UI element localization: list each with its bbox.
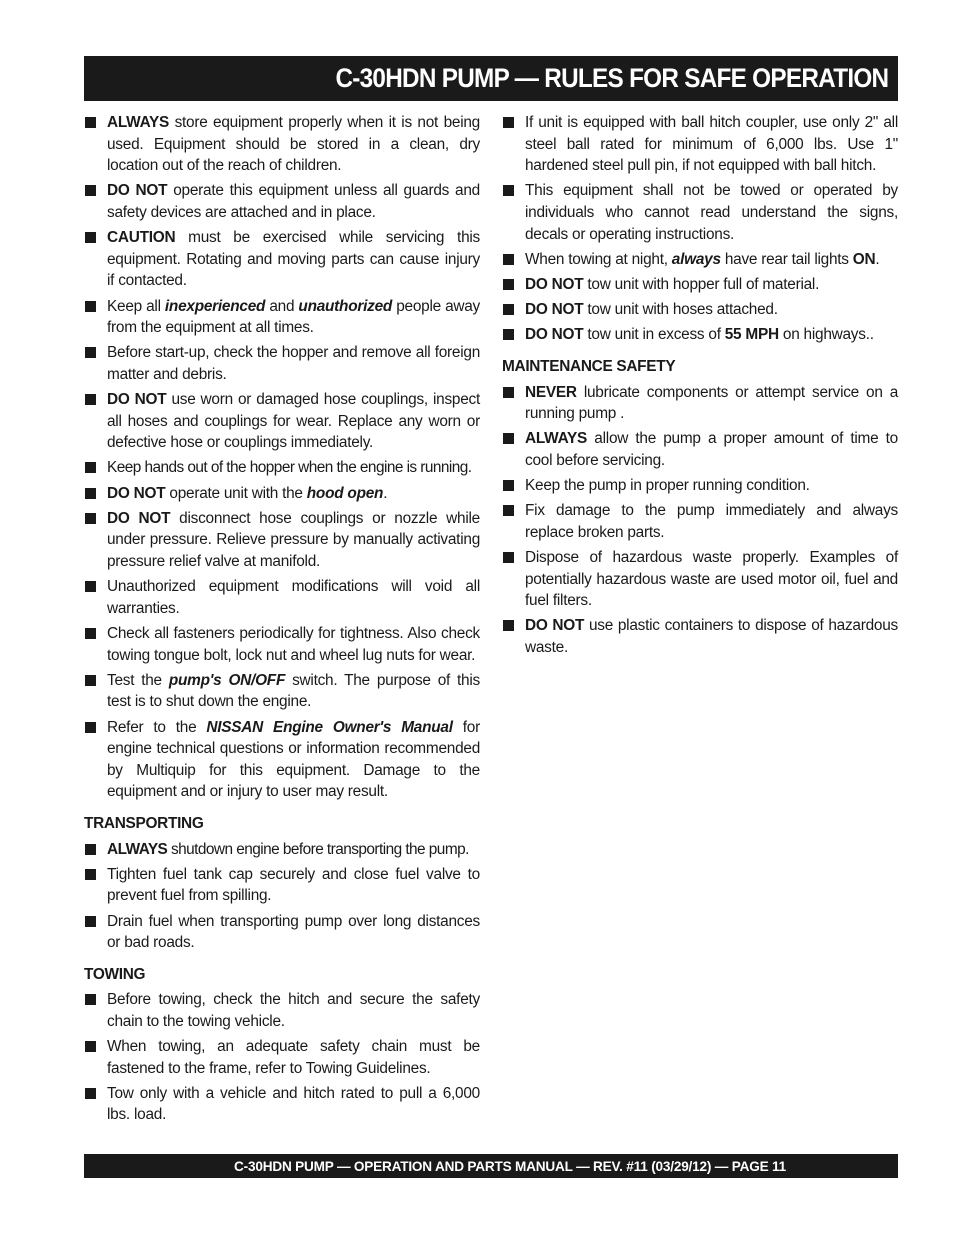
square-bullet-icon bbox=[503, 480, 514, 491]
item-text: tow unit in excess of bbox=[583, 326, 725, 344]
list-item bbox=[84, 457, 480, 479]
page-title-bar bbox=[84, 56, 898, 101]
item-text: Tighten fuel tank cap securely and close fuel valve to prevent fuel from spilling. bbox=[107, 865, 480, 905]
item-text: allow the pump a proper amount of time to cool before servicing. bbox=[525, 430, 898, 469]
list-item bbox=[502, 180, 898, 245]
list-item bbox=[502, 428, 898, 471]
item-text: disconnect hose couplings or nozzle while under pressure. Relieve pressure by manually activating pressure relief valve at manifold. bbox=[107, 509, 480, 571]
item-text: Unauthorized equipment modifications will void all warranties. bbox=[107, 578, 480, 617]
emphasis-text: CAUTION bbox=[107, 229, 176, 247]
list-item bbox=[84, 717, 480, 803]
square-bullet-icon bbox=[85, 117, 96, 128]
item-text: store equipment properly when it is not being used. Equipment should be stored in a clean, dry location out of the reach of children. bbox=[107, 114, 480, 175]
emphasis-text: NISSAN Engine Owner's Manual bbox=[206, 718, 453, 736]
emphasis-text: DO NOT bbox=[525, 326, 584, 344]
list-item bbox=[84, 112, 480, 177]
list-item bbox=[502, 547, 898, 612]
item-text: Dispose of hazardous waste properly. Examples of potentially hazardous waste are used motor oil, fuel and fuel filters. bbox=[525, 549, 898, 610]
square-bullet-icon bbox=[85, 994, 96, 1005]
item-text: operate this equipment unless all guards and safety devices are attached and in place. bbox=[107, 182, 480, 221]
list-item bbox=[502, 500, 898, 543]
item-text: must be exercised while servicing this equipment. Rotating and moving parts can cause injury if contacted. bbox=[107, 229, 480, 290]
item-text: operate unit with the bbox=[165, 484, 307, 502]
square-bullet-icon bbox=[85, 185, 96, 196]
section-heading-towing: TOWING bbox=[84, 965, 146, 983]
item-text: Check all fasteners periodically for tightness. Also check towing tongue bolt, lock nut and wheel lug nuts for wear. bbox=[107, 625, 480, 664]
item-text: on highways.. bbox=[778, 326, 874, 344]
square-bullet-icon bbox=[503, 552, 514, 563]
list-item bbox=[84, 839, 480, 861]
emphasis-text: NEVER bbox=[525, 383, 577, 401]
emphasis-text: always bbox=[671, 250, 721, 268]
emphasis-text: DO NOT bbox=[107, 484, 166, 502]
list-item bbox=[84, 911, 480, 954]
item-text: Test the bbox=[107, 671, 169, 689]
square-bullet-icon bbox=[85, 581, 96, 592]
emphasis-text: unauthorized bbox=[298, 297, 393, 315]
item-text: If unit is equipped with ball hitch coupler, use only 2" all steel ball rated for minimum of 6,000 lbs. Use 1" hardened steel pull pin, if not equipped with ball hitch. bbox=[525, 114, 898, 175]
emphasis-text: ALWAYS bbox=[525, 430, 588, 448]
item-text: have rear tail lights bbox=[720, 250, 853, 268]
emphasis-text: DO NOT bbox=[107, 182, 168, 200]
emphasis-text: DO NOT bbox=[107, 391, 167, 409]
square-bullet-icon bbox=[85, 722, 96, 733]
list-item bbox=[84, 1036, 480, 1079]
list-item bbox=[84, 180, 480, 223]
emphasis-text: DO NOT bbox=[525, 617, 585, 635]
list-item bbox=[502, 615, 898, 658]
section-heading-maintenance: MAINTENANCE SAFETY bbox=[502, 357, 676, 375]
square-bullet-icon bbox=[503, 254, 514, 265]
list-item bbox=[84, 989, 480, 1032]
item-text: people away from the equipment at all times. bbox=[107, 297, 481, 337]
item-text: Fix damage to the pump immediately and always replace broken parts. bbox=[525, 502, 898, 541]
item-text: Before start-up, check the hopper and remove all foreign matter and debris. bbox=[107, 344, 480, 383]
list-item bbox=[502, 382, 898, 425]
item-text: Keep hands out of the hopper when the engine is running. bbox=[107, 459, 472, 477]
item-text: Refer to the bbox=[107, 718, 207, 736]
square-bullet-icon bbox=[85, 232, 96, 243]
square-bullet-icon bbox=[503, 329, 514, 340]
square-bullet-icon bbox=[85, 394, 96, 405]
square-bullet-icon bbox=[503, 304, 514, 315]
list-item bbox=[84, 227, 480, 292]
list-item bbox=[84, 389, 480, 454]
square-bullet-icon bbox=[85, 513, 96, 524]
list-item bbox=[84, 670, 480, 713]
emphasis-text: ALWAYS bbox=[107, 114, 170, 131]
square-bullet-icon bbox=[503, 387, 514, 398]
square-bullet-icon bbox=[85, 628, 96, 639]
square-bullet-icon bbox=[503, 505, 514, 516]
square-bullet-icon bbox=[85, 869, 96, 880]
item-text: Tow only with a vehicle and hitch rated to pull a 6,000 lbs. load. bbox=[107, 1084, 480, 1124]
list-item bbox=[84, 1083, 480, 1126]
list-item bbox=[84, 342, 480, 385]
emphasis-text: ON bbox=[852, 250, 876, 268]
emphasis-text: DO NOT bbox=[107, 509, 171, 527]
square-bullet-icon bbox=[503, 185, 514, 196]
list-item bbox=[502, 475, 898, 497]
item-text: . bbox=[383, 484, 388, 502]
list-item bbox=[84, 508, 480, 573]
list-item bbox=[502, 112, 898, 177]
square-bullet-icon bbox=[85, 916, 96, 927]
emphasis-text: ALWAYS bbox=[107, 840, 168, 858]
emphasis-text: pump's ON/OFF bbox=[168, 671, 286, 689]
item-text: When towing, an adequate safety chain must be fastened to the frame, refer to Towing Guidelines. bbox=[107, 1038, 480, 1077]
page-title: C-30HDN PUMP — RULES FOR SAFE OPERATION bbox=[335, 63, 888, 93]
item-text: Keep the pump in proper running condition. bbox=[525, 477, 810, 495]
square-bullet-icon bbox=[85, 301, 96, 312]
item-text: This equipment shall not be towed or operated by individuals who cannot read understand the signs, decals or operating instructions. bbox=[525, 182, 898, 243]
item-text: . bbox=[875, 250, 880, 268]
item-text: switch. The purpose of this test is to shut down the engine. bbox=[107, 671, 480, 711]
list-item bbox=[502, 274, 898, 296]
list-item bbox=[502, 299, 898, 321]
item-text: tow unit with hopper full of material. bbox=[583, 275, 820, 293]
list-item bbox=[502, 249, 898, 271]
square-bullet-icon bbox=[85, 1041, 96, 1052]
item-text: for engine technical questions or information recommended by Multiquip for this equipment. Damage to the equipment and or injury to user may result. bbox=[107, 718, 480, 801]
item-text: When towing at night, bbox=[525, 250, 672, 268]
page-footer: C-30HDN PUMP — OPERATION AND PARTS MANUAL — REV. #11 (03/29/12) — PAGE 11 bbox=[234, 1158, 786, 1174]
emphasis-text: 55 MPH bbox=[724, 326, 779, 344]
square-bullet-icon bbox=[503, 279, 514, 290]
item-text: tow unit with hoses attached. bbox=[583, 301, 778, 319]
list-item bbox=[84, 623, 480, 666]
list-item bbox=[84, 296, 480, 339]
square-bullet-icon bbox=[85, 462, 96, 473]
square-bullet-icon bbox=[85, 347, 96, 358]
item-text: use plastic containers to dispose of hazardous waste. bbox=[525, 617, 898, 656]
emphasis-text: DO NOT bbox=[525, 275, 584, 293]
square-bullet-icon bbox=[85, 675, 96, 686]
list-item bbox=[84, 483, 480, 505]
square-bullet-icon bbox=[85, 488, 96, 499]
page-footer-bar bbox=[84, 1154, 898, 1178]
right-column bbox=[502, 112, 898, 662]
item-text: use worn or damaged hose couplings, inspect all hoses and couplings for wear. Replace any worn or defective hose or couplings immediately. bbox=[107, 391, 480, 452]
square-bullet-icon bbox=[85, 844, 96, 855]
list-item bbox=[84, 864, 480, 907]
item-text: Keep all bbox=[107, 297, 165, 315]
emphasis-text: inexperienced bbox=[164, 297, 266, 315]
item-text: shutdown engine before transporting the pump. bbox=[167, 840, 469, 858]
square-bullet-icon bbox=[85, 1088, 96, 1099]
list-item bbox=[502, 324, 898, 346]
item-text: lubricate components or attempt service on a running pump . bbox=[525, 383, 898, 423]
square-bullet-icon bbox=[503, 117, 514, 128]
item-text: and bbox=[265, 297, 299, 315]
item-text: Drain fuel when transporting pump over long distances or bad roads. bbox=[107, 912, 480, 952]
square-bullet-icon bbox=[503, 433, 514, 444]
list-item bbox=[84, 576, 480, 619]
section-heading-transporting: TRANSPORTING bbox=[84, 814, 204, 832]
square-bullet-icon bbox=[503, 620, 514, 631]
emphasis-text: DO NOT bbox=[525, 301, 584, 319]
item-text: Before towing, check the hitch and secure the safety chain to the towing vehicle. bbox=[107, 991, 480, 1030]
emphasis-text: hood open bbox=[306, 484, 384, 502]
left-column bbox=[84, 112, 480, 1130]
